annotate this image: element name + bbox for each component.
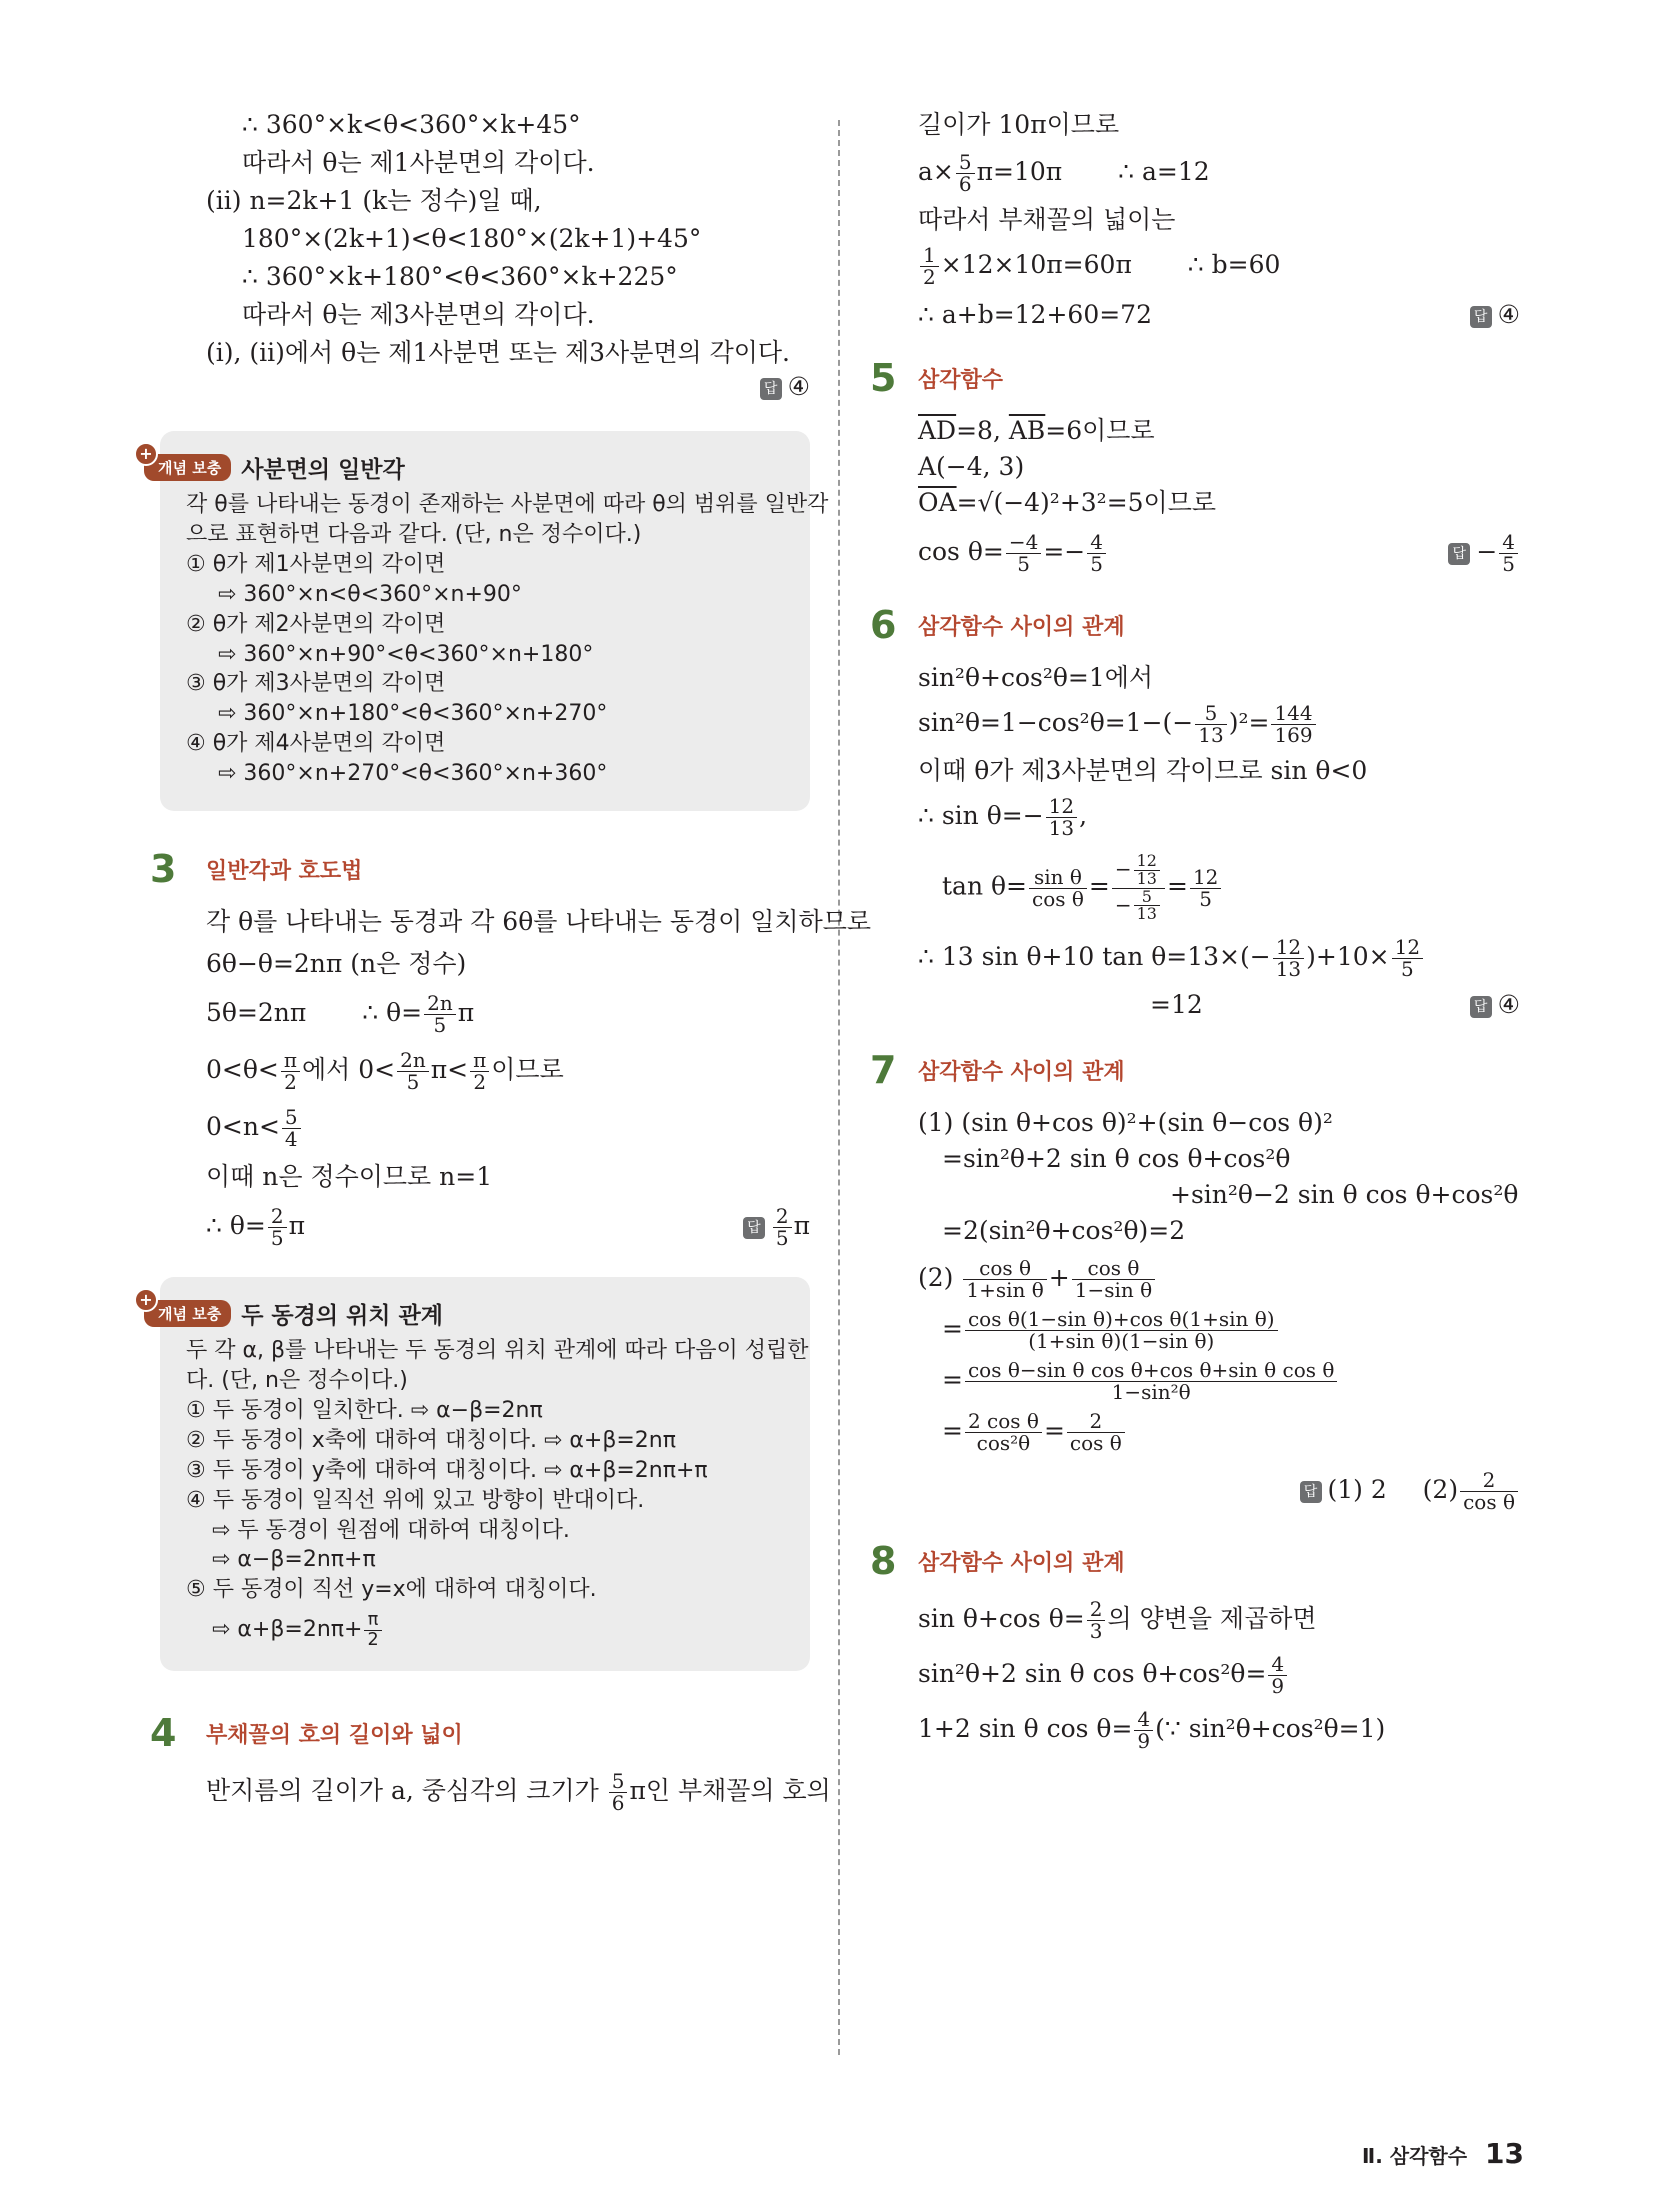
fraction: $\frac{\pi}{2}$ [364, 1611, 381, 1649]
box-line: ② 두 동경이 x축에 대하여 대칭이다. ⇨ α+β=2nπ [186, 1427, 676, 1453]
fraction: $\frac{12}{5}$ [1190, 867, 1221, 910]
section-5-header [870, 356, 1520, 400]
expr: tan θ= [942, 871, 1027, 901]
math-line: =2(sin²θ+cos²θ)=2 [942, 1216, 1186, 1246]
expr: ×12×10π=60π [940, 250, 1132, 279]
fraction: $\frac{4}{9}$ [1268, 1654, 1287, 1697]
segment-label: $\overline{AB}$ [1008, 416, 1046, 445]
box-line [186, 1611, 784, 1649]
fraction: $\frac{5}{6}$ [609, 1771, 628, 1814]
answer-badge-icon: 답 [1470, 306, 1492, 328]
section-number: 4 [150, 1711, 177, 1756]
box-line: 다. (단, n은 정수이다.) [186, 1367, 408, 1393]
section-title: 삼각함수 [918, 367, 1004, 393]
box-line: ③ θ가 제3사분면의 각이면 [186, 671, 446, 697]
expr: 0<n< [206, 1112, 280, 1142]
box-line: ⇨ 360°×n+180°<θ<360°×n+270° [218, 701, 608, 727]
answer [743, 1206, 810, 1249]
answer-value: ④ [787, 372, 810, 401]
fraction: $\frac{2n}{5}$ [397, 1050, 429, 1093]
math-line [870, 1654, 1520, 1697]
section-number: 6 [870, 603, 897, 647]
math-line [870, 416, 1520, 446]
fraction: $\frac{\text{sin θ}}{\text{cos θ}}$ [1029, 867, 1087, 910]
math-line [870, 1599, 1520, 1642]
expr: =6이므로 [1045, 416, 1155, 445]
section-number: 7 [870, 1048, 897, 1093]
answer [1470, 300, 1520, 330]
math-line [150, 1206, 810, 1249]
expr: ∴ a=12 [1118, 157, 1210, 186]
fraction: $\frac{5}{4}$ [282, 1107, 301, 1150]
section-number: 5 [870, 356, 897, 400]
plus-icon: + [134, 442, 158, 466]
section-title: 삼각함수 사이의 관계 [918, 1550, 1125, 1576]
expr: π [288, 1211, 306, 1241]
math-line: = $\frac{\text{2 cos θ}}{\text{cos²θ}}$ = $\frac{2}{\text{cos θ}}$ [870, 1411, 1520, 1454]
answer-value: (1) 2 [1327, 1475, 1387, 1505]
expr: − [1476, 537, 1498, 566]
fraction: $\frac{2n}{5}$ [424, 993, 456, 1036]
segment-label: $\overline{OA}$ [918, 488, 957, 517]
math-line [150, 1107, 810, 1150]
expr: sin θ+cos θ= [918, 1604, 1085, 1634]
section-8-header [870, 1539, 1520, 1583]
fraction: $\frac{\text{cos θ(1−sin θ)+cos θ(1+sin θ)}}{\text{(1+sin θ)(1−sin θ)}}$ [965, 1309, 1278, 1352]
expr: ∴ sin θ=− [918, 801, 1044, 830]
text-line: 이때 θ가 제3사분면의 각이므로 sin θ<0 [918, 756, 1368, 785]
section-7-header [870, 1048, 1520, 1092]
box-header [139, 444, 784, 484]
segment-label: $\overline{AD}$ [918, 416, 957, 445]
text-line: 길이가 10π이므로 [918, 110, 1120, 139]
answer-badge-icon: 답 [1300, 1481, 1322, 1503]
section-number: 8 [870, 1539, 897, 1584]
expr: sin²θ=1−cos²θ=1−(− [918, 708, 1194, 737]
left-column [139, 110, 872, 1816]
box-line: ① 두 동경이 일치한다. ⇨ α−β=2nπ [186, 1397, 543, 1423]
math-line: +sin²θ−2 sin θ cos θ+cos²θ [1170, 1180, 1519, 1210]
math-line: (2) $\frac{\text{cos θ}}{\text{1+sin θ}}$ + $\frac{\text{cos θ}}{\text{1−sin θ}}$ [870, 1258, 1520, 1301]
answer [870, 1470, 1520, 1513]
compound-fraction: − $\frac{12}{13}$ − $\frac{5}{13}$ [1112, 853, 1165, 923]
answer-value: ④ [1497, 990, 1520, 1020]
section-6-header [870, 603, 1520, 647]
expr: (2) [918, 1263, 954, 1293]
text-line: (ⅰ), (ⅱ)에서 θ는 제1사분면 또는 제3사분면의 각이다. [206, 338, 790, 367]
fraction: $\frac{\pi}{2}$ [281, 1050, 300, 1093]
expr: ∴ 13 sin θ+10 tan θ=13×(− [918, 942, 1271, 972]
fraction: $\frac{4}{5}$ [1087, 532, 1106, 575]
text-line: 180°×(2k+1)<θ<180°×(2k+1)+45° [242, 224, 702, 253]
box-line: ① θ가 제1사분면의 각이면 [186, 551, 446, 577]
expr: π인 부채꼴의 호의 [629, 1776, 831, 1806]
text-line: 따라서 부채꼴의 넓이는 [918, 205, 1176, 234]
box-line: ④ 두 동경이 일직선 위에 있고 방향이 반대이다. [186, 1487, 645, 1513]
fraction: $\frac{\text{2 cos θ}}{\text{cos²θ}}$ [965, 1411, 1042, 1454]
fraction: $\frac{2}{5}$ [773, 1206, 792, 1249]
right-column [870, 110, 1520, 1752]
math-line [870, 245, 1520, 288]
math-line: (1) (sin θ+cos θ)²+(sin θ−cos θ)² [918, 1108, 1333, 1138]
concept-tag [139, 444, 231, 481]
fraction: $\frac{12}{13}$ [1046, 796, 1077, 839]
answer-value: ④ [1497, 300, 1520, 329]
math-line [150, 1050, 810, 1093]
math-line [870, 937, 1520, 980]
section-title: 삼각함수 사이의 관계 [918, 614, 1125, 640]
fraction: $\frac{\text{cos θ}}{\text{1−sin θ}}$ [1072, 1258, 1155, 1301]
text-line: (ⅱ) n=2k+1 (k는 정수)일 때, [206, 186, 542, 215]
fraction: $\frac{1}{2}$ [920, 245, 939, 288]
box-line: 두 각 α, β를 나타내는 두 동경의 위치 관계에 따라 다음이 성립한 [186, 1338, 809, 1364]
concept-box-quadrant-angles [139, 431, 829, 811]
expr: π=10π [976, 157, 1063, 186]
math-line [870, 703, 1520, 746]
expr: =√(−4)²+3²=5이므로 [956, 488, 1217, 517]
math-line [870, 532, 1520, 575]
fraction: $\frac{5}{6}$ [956, 152, 975, 195]
expr: )²= [1228, 708, 1270, 737]
page-footer [1362, 2137, 1524, 2170]
section-number: 3 [150, 847, 177, 892]
box-title: 사분면의 일반각 [241, 457, 405, 483]
fraction: $\frac{-4}{5}$ [1006, 532, 1041, 575]
answer-badge-icon: 답 [1448, 543, 1470, 565]
text-line: ∴ 360°×k+180°<θ<360°×k+225° [242, 262, 678, 291]
expr: 반지름의 길이가 a, 중심각의 크기가 [206, 1776, 599, 1806]
expr: 의 양변을 제곱하면 [1107, 1604, 1317, 1634]
math-line [870, 1709, 1520, 1752]
answer-badge-icon: 답 [743, 1217, 765, 1239]
fraction: $\frac{\text{cos θ−sin θ cos θ+cos θ+sin θ cos θ}}{\text{1−sin²θ}}$ [965, 1360, 1337, 1403]
expr: ∴ a+b=12+60=72 [918, 300, 1152, 329]
box-header [139, 1290, 784, 1330]
expr: )+10× [1306, 942, 1390, 972]
text-line: 각 θ를 나타내는 동경과 각 6θ를 나타내는 동경이 일치하므로 [206, 907, 872, 937]
box-title: 두 동경의 위치 관계 [241, 1303, 443, 1330]
math-line: tan θ= $\frac{\text{sin θ}}{\text{cos θ}}$ = − $\frac{12}{13}$ − $\frac{5}{13}$ = $\frac{12}{5}$ [870, 853, 1520, 923]
math-line: ∴ sin θ=− $\frac{12}{13}$ , [918, 794, 1088, 840]
text-line: ∴ 360°×k<θ<360°×k+45° [242, 110, 581, 139]
box-line: ⇨ 360°×n+270°<θ<360°×n+360° [218, 761, 608, 787]
fraction: $\frac{5}{13}$ [1195, 703, 1226, 746]
expr: 에서 0< [302, 1055, 396, 1085]
math-line [870, 990, 1520, 1020]
fraction: $\frac{\text{cos θ}}{\text{1+sin θ}}$ [963, 1258, 1046, 1301]
expr: cos θ= [918, 537, 1004, 566]
math-line [870, 488, 1520, 518]
fraction: $\frac{2}{5}$ [268, 1206, 287, 1249]
answer-badge-icon: 답 [760, 378, 782, 400]
answer-value: (2) [1422, 1475, 1459, 1505]
box-line: ⇨ 두 동경이 원점에 대하여 대칭이다. [212, 1517, 570, 1543]
tag-label: 개념 보충 [158, 459, 222, 477]
text-line: A(−4, 3) [918, 452, 1025, 481]
box-line: ③ 두 동경이 y축에 대하여 대칭이다. ⇨ α+β=2nπ+π [186, 1457, 708, 1483]
math-line: = $\frac{\text{cos θ(1−sin θ)+cos θ(1+sin θ)}}{\text{(1+sin θ)(1−sin θ)}}$ [870, 1309, 1520, 1352]
expr: π< [430, 1055, 469, 1085]
expr: =8, [956, 416, 1009, 445]
chapter-label: Ⅱ. 삼각함수 [1362, 2144, 1468, 2168]
text-line: 이때 n은 정수이므로 n=1 [206, 1162, 493, 1192]
box-line: 으로 표현하면 다음과 같다. (단, n은 정수이다.) [186, 521, 642, 547]
box-line: ⑤ 두 동경이 직선 y=x에 대하여 대칭이다. [186, 1577, 597, 1603]
expr: =− [1043, 537, 1086, 566]
math-line [150, 993, 810, 1036]
expr: (∵ sin²θ+cos²θ=1) [1155, 1714, 1386, 1744]
section-3-header [150, 847, 810, 891]
math-line [870, 152, 1520, 195]
expr: a× [918, 157, 954, 186]
expr: 이므로 [491, 1055, 564, 1085]
plus-icon: + [134, 1288, 158, 1312]
expr: ⇨ α+β=2nπ+ [212, 1617, 363, 1643]
answer-badge-icon: 답 [1470, 996, 1492, 1018]
expr: ∴ θ= [206, 1211, 266, 1241]
fraction: $\frac{2}{\text{cos θ}}$ [1067, 1411, 1125, 1454]
answer [150, 372, 810, 401]
box-line: ② θ가 제2사분면의 각이면 [186, 611, 446, 637]
page-number: 13 [1485, 2137, 1524, 2170]
box-line: ④ θ가 제4사분면의 각이면 [186, 731, 446, 757]
text-line: 따라서 θ는 제1사분면의 각이다. [242, 148, 595, 177]
section-title: 일반각과 호도법 [206, 858, 363, 884]
math-line: =sin²θ+2 sin θ cos θ+cos²θ [942, 1144, 1291, 1174]
section-4-header [150, 1711, 810, 1755]
fraction: $\frac{12}{13}$ [1273, 937, 1304, 980]
fraction: $\frac{4}{9}$ [1134, 1709, 1153, 1752]
expr: 1+2 sin θ cos θ= [918, 1714, 1133, 1744]
expr: 0<θ< [206, 1055, 279, 1085]
expr: ∴ θ= [362, 998, 423, 1028]
box-line: 각 θ를 나타내는 동경이 존재하는 사분면에 따라 θ의 범위를 일반각 [186, 492, 829, 517]
fraction: $\frac{2}{\text{cos θ}}$ [1460, 1470, 1518, 1513]
concept-tag [139, 1290, 231, 1327]
text-line: sin²θ+cos²θ=1에서 [918, 663, 1154, 692]
fraction: $\frac{144}{169}$ [1271, 703, 1315, 746]
answer [1448, 532, 1520, 575]
expr: π [457, 998, 475, 1028]
fraction: $\frac{2}{3}$ [1087, 1599, 1106, 1642]
section-title: 삼각함수 사이의 관계 [918, 1059, 1125, 1085]
expr: 5θ=2nπ [206, 998, 307, 1028]
concept-box-terminal-sides [139, 1277, 810, 1671]
answer [1470, 990, 1520, 1020]
tag-label: 개념 보충 [158, 1305, 222, 1324]
expr: sin²θ+2 sin θ cos θ+cos²θ= [918, 1659, 1267, 1689]
expr: =12 [1150, 990, 1203, 1020]
fraction: $\frac{\pi}{2}$ [470, 1050, 489, 1093]
text-line: 따라서 θ는 제3사분면의 각이다. [242, 300, 595, 329]
box-line: ⇨ α−β=2nπ+π [212, 1547, 376, 1573]
math-line: = $\frac{\text{cos θ−sin θ cos θ+cos θ+sin θ cos θ}}{\text{1−sin²θ}}$ [870, 1360, 1520, 1403]
expr: ∴ b=60 [1187, 250, 1281, 279]
box-line: ⇨ 360°×n+90°<θ<360°×n+180° [218, 641, 594, 667]
box-line: ⇨ 360°×n<θ<360°×n+90° [218, 581, 522, 607]
expr: π [793, 1211, 810, 1241]
text-line: 6θ−θ=2nπ (n은 정수) [206, 949, 467, 979]
fraction: $\frac{12}{5}$ [1392, 937, 1423, 980]
math-line [870, 300, 1520, 330]
section-title: 부채꼴의 호의 길이와 넓이 [206, 1722, 463, 1748]
math-line [150, 1769, 831, 1816]
column-divider [838, 120, 840, 2055]
fraction: $\frac{4}{5}$ [1499, 532, 1518, 575]
